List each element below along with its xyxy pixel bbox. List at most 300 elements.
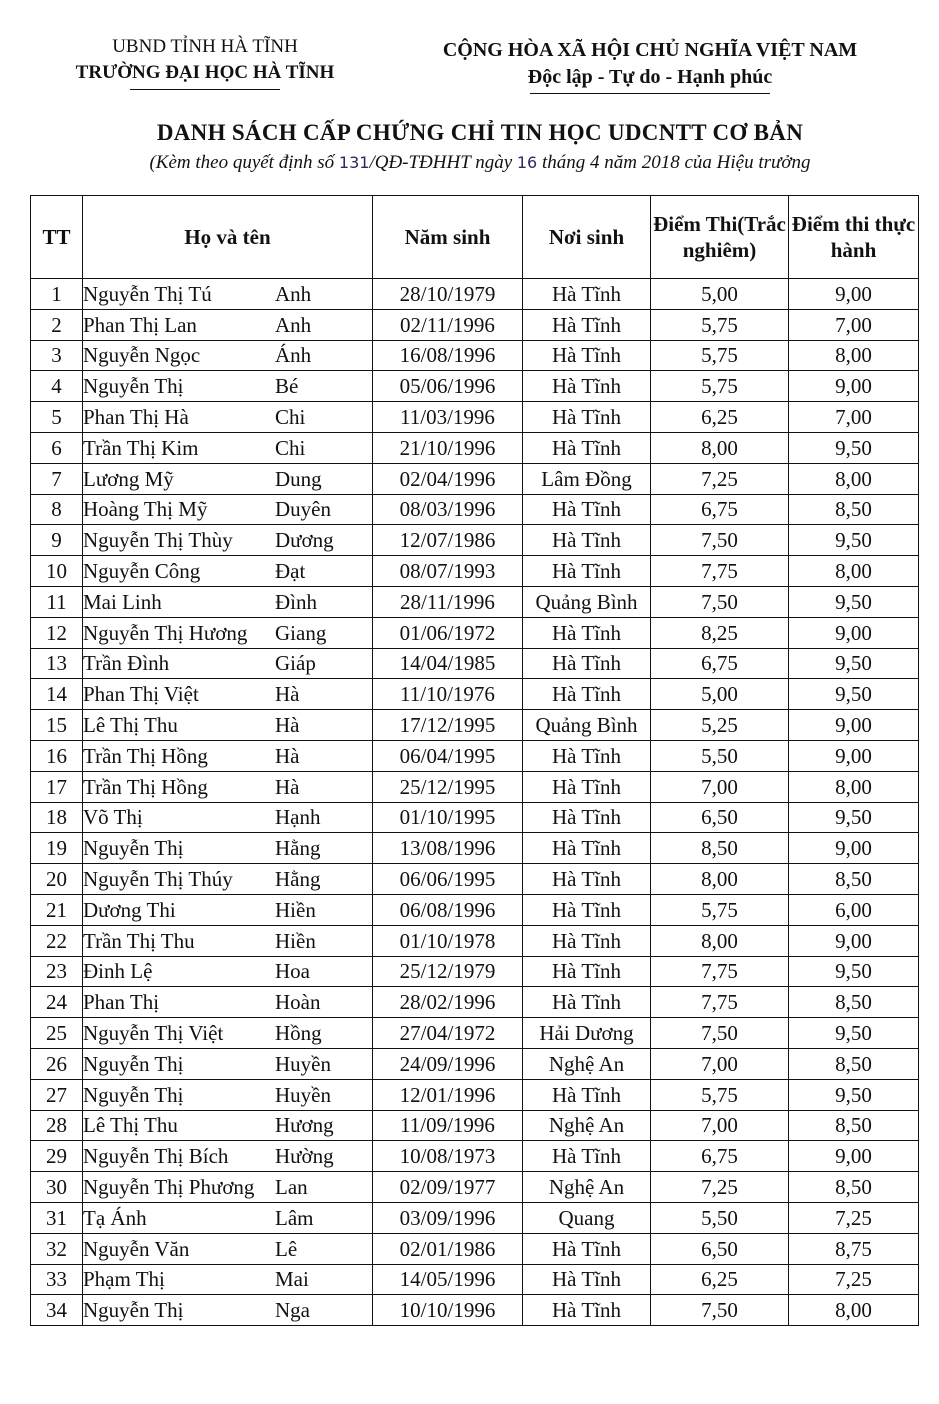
table-body — [31, 279, 919, 1326]
cell-given-name: Hương — [275, 1113, 334, 1138]
cell-theory-score: 5,75 — [651, 309, 789, 340]
cell-practice-score: 7,25 — [789, 1264, 919, 1295]
cell-practice-score: 9,00 — [789, 1141, 919, 1172]
cell-surname: Trần Thị Hồng — [83, 743, 208, 768]
cell-dob: 05/06/1996 — [373, 371, 523, 402]
col-header-dob: Năm sinh — [373, 196, 523, 279]
cell-name — [83, 864, 373, 895]
cell-theory-score: 7,75 — [651, 987, 789, 1018]
table-row — [31, 617, 919, 648]
table-row — [31, 1079, 919, 1110]
cell-surname: Nguyễn Công — [83, 559, 201, 584]
cell-dob: 14/04/1985 — [373, 648, 523, 679]
cell-dob: 08/03/1996 — [373, 494, 523, 525]
cell-tt: 22 — [31, 925, 83, 956]
cell-theory-score: 7,00 — [651, 1048, 789, 1079]
cell-tt: 10 — [31, 556, 83, 587]
cell-name — [83, 771, 373, 802]
cell-theory-score: 7,75 — [651, 556, 789, 587]
cell-birthplace: Hà Tĩnh — [523, 432, 651, 463]
cell-theory-score: 5,00 — [651, 279, 789, 310]
table-row — [31, 525, 919, 556]
cell-birthplace: Hà Tĩnh — [523, 648, 651, 679]
table-row — [31, 1295, 919, 1326]
table-row — [31, 556, 919, 587]
cell-practice-score: 9,00 — [789, 710, 919, 741]
cell-dob: 02/09/1977 — [373, 1172, 523, 1203]
cell-dob: 25/12/1979 — [373, 956, 523, 987]
cell-tt: 11 — [31, 586, 83, 617]
cell-tt: 16 — [31, 740, 83, 771]
cell-birthplace: Hà Tĩnh — [523, 802, 651, 833]
cell-practice-score: 9,50 — [789, 956, 919, 987]
cell-tt: 9 — [31, 525, 83, 556]
table-row — [31, 494, 919, 525]
cell-surname: Phạm Thị — [83, 1267, 165, 1292]
cell-name — [83, 1233, 373, 1264]
col-header-birthplace: Nơi sinh — [523, 196, 651, 279]
col-header-tt: TT — [31, 196, 83, 279]
cell-surname: Nguyễn Thị Thùy — [83, 528, 233, 553]
handwritten-day: 16 — [516, 153, 538, 172]
cell-theory-score: 5,75 — [651, 371, 789, 402]
cell-given-name: Hiền — [275, 897, 316, 922]
cell-tt: 6 — [31, 432, 83, 463]
cell-given-name: Anh — [275, 281, 312, 306]
document-title: DANH SÁCH CẤP CHỨNG CHỈ TIN HỌC UDCNTT CƠ BẢN — [156, 120, 804, 145]
cell-tt: 26 — [31, 1048, 83, 1079]
cell-dob: 11/03/1996 — [373, 402, 523, 433]
cell-birthplace: Hà Tĩnh — [523, 402, 651, 433]
country-name: CỘNG HÒA XÃ HỘI CHỦ NGHĨA VIỆT NAM — [442, 39, 858, 61]
cell-practice-score: 9,00 — [789, 617, 919, 648]
cell-birthplace: Hà Tĩnh — [523, 833, 651, 864]
cell-given-name: Ánh — [275, 343, 312, 368]
cell-given-name: Hằng — [275, 867, 321, 892]
cell-surname: Tạ Ánh — [83, 1205, 147, 1230]
cell-given-name: Chi — [275, 435, 306, 460]
cell-practice-score: 8,00 — [789, 340, 919, 371]
cell-birthplace: Hà Tĩnh — [523, 617, 651, 648]
table-row — [31, 371, 919, 402]
table-row — [31, 1202, 919, 1233]
cell-tt: 33 — [31, 1264, 83, 1295]
table-row — [31, 432, 919, 463]
cell-tt: 24 — [31, 987, 83, 1018]
cell-name — [83, 1172, 373, 1203]
cell-theory-score: 5,75 — [651, 894, 789, 925]
document-subtitle — [60, 152, 900, 174]
cell-name — [83, 463, 373, 494]
cell-theory-score: 6,50 — [651, 802, 789, 833]
cell-surname: Nguyễn Ngọc — [83, 343, 201, 368]
cell-tt: 18 — [31, 802, 83, 833]
cell-birthplace: Hà Tĩnh — [523, 340, 651, 371]
cell-practice-score: 9,50 — [789, 1079, 919, 1110]
cell-given-name: Hà — [275, 774, 300, 799]
cell-given-name: Lan — [275, 1175, 308, 1199]
table-row — [31, 802, 919, 833]
cell-given-name: Đạt — [275, 559, 306, 584]
cell-given-name: Bé — [275, 374, 299, 399]
cell-practice-score: 8,50 — [789, 987, 919, 1018]
cell-dob: 06/08/1996 — [373, 894, 523, 925]
cell-name — [83, 1110, 373, 1141]
cell-given-name: Hà — [275, 743, 300, 768]
cell-practice-score: 9,00 — [789, 833, 919, 864]
cell-birthplace: Hà Tĩnh — [523, 556, 651, 587]
cell-surname: Lê Thị Thu — [83, 1113, 178, 1138]
cell-theory-score: 6,25 — [651, 402, 789, 433]
cell-given-name: Nga — [275, 1298, 310, 1323]
cell-birthplace: Hà Tĩnh — [523, 771, 651, 802]
cell-name — [83, 925, 373, 956]
table-row — [31, 1172, 919, 1203]
cell-tt: 27 — [31, 1079, 83, 1110]
table-row — [31, 279, 919, 310]
cell-practice-score: 7,00 — [789, 309, 919, 340]
cell-tt: 21 — [31, 894, 83, 925]
issuer-authority: UBND TỈNH HÀ TĨNH — [112, 36, 298, 57]
cell-dob: 11/09/1996 — [373, 1110, 523, 1141]
cell-birthplace: Hải Dương — [523, 1018, 651, 1049]
cell-practice-score: 7,25 — [789, 1202, 919, 1233]
cell-given-name: Hường — [275, 1144, 334, 1169]
cell-name — [83, 679, 373, 710]
cell-surname: Nguyễn Thị Bích — [83, 1144, 229, 1169]
national-motto-block — [410, 36, 890, 94]
cell-surname: Trần Đình — [83, 651, 170, 676]
cell-tt: 14 — [31, 679, 83, 710]
cell-name — [83, 740, 373, 771]
cell-given-name: Duyên — [275, 497, 331, 522]
cell-surname: Hoàng Thị Mỹ — [83, 497, 208, 522]
table-row — [31, 1141, 919, 1172]
cell-name — [83, 309, 373, 340]
cell-dob: 27/04/1972 — [373, 1018, 523, 1049]
cell-name — [83, 1202, 373, 1233]
cell-dob: 11/10/1976 — [373, 679, 523, 710]
cell-practice-score: 8,00 — [789, 771, 919, 802]
subtitle-prefix: (Kèm theo quyết định số — [149, 152, 339, 173]
cell-given-name: Hạnh — [275, 805, 321, 830]
cell-given-name: Huyền — [275, 1082, 331, 1107]
cell-practice-score: 8,00 — [789, 463, 919, 494]
cell-tt: 2 — [31, 309, 83, 340]
certificate-list-table — [30, 195, 919, 1326]
cell-theory-score: 6,25 — [651, 1264, 789, 1295]
cell-name — [83, 987, 373, 1018]
cell-birthplace: Hà Tĩnh — [523, 494, 651, 525]
cell-given-name: Hoàn — [275, 990, 321, 1015]
cell-given-name: Lâm — [275, 1205, 314, 1230]
issuer-university: TRƯỜNG ĐẠI HỌC HÀ TĨNH — [75, 62, 335, 83]
cell-name — [83, 402, 373, 433]
cell-theory-score: 7,50 — [651, 525, 789, 556]
cell-birthplace: Hà Tĩnh — [523, 894, 651, 925]
cell-theory-score: 6,75 — [651, 494, 789, 525]
cell-given-name: Dương — [275, 528, 334, 553]
cell-birthplace: Hà Tĩnh — [523, 1141, 651, 1172]
cell-dob: 28/11/1996 — [373, 586, 523, 617]
cell-practice-score: 9,50 — [789, 802, 919, 833]
cell-birthplace: Hà Tĩnh — [523, 740, 651, 771]
cell-birthplace: Hà Tĩnh — [523, 1079, 651, 1110]
table-row — [31, 402, 919, 433]
cell-dob: 25/12/1995 — [373, 771, 523, 802]
cell-birthplace: Hà Tĩnh — [523, 1264, 651, 1295]
cell-given-name: Hoa — [275, 959, 310, 984]
cell-tt: 28 — [31, 1110, 83, 1141]
cell-surname: Dương Thi — [83, 897, 176, 922]
cell-theory-score: 6,75 — [651, 648, 789, 679]
cell-tt: 23 — [31, 956, 83, 987]
cell-surname: Đinh Lệ — [83, 959, 153, 984]
issuer-block — [40, 34, 370, 90]
table-row — [31, 740, 919, 771]
cell-dob: 12/01/1996 — [373, 1079, 523, 1110]
cell-practice-score: 9,00 — [789, 740, 919, 771]
cell-birthplace: Hà Tĩnh — [523, 956, 651, 987]
cell-birthplace: Hà Tĩnh — [523, 925, 651, 956]
cell-tt: 32 — [31, 1233, 83, 1264]
cell-given-name: Huyền — [275, 1051, 331, 1076]
cell-name — [83, 648, 373, 679]
cell-practice-score: 8,50 — [789, 1048, 919, 1079]
cell-tt: 5 — [31, 402, 83, 433]
cell-birthplace: Hà Tĩnh — [523, 679, 651, 710]
cell-given-name: Mai — [275, 1267, 309, 1292]
cell-name — [83, 556, 373, 587]
cell-birthplace: Hà Tĩnh — [523, 525, 651, 556]
table-row — [31, 987, 919, 1018]
table-row — [31, 894, 919, 925]
cell-dob: 16/08/1996 — [373, 340, 523, 371]
cell-practice-score: 9,50 — [789, 679, 919, 710]
cell-practice-score: 8,50 — [789, 864, 919, 895]
cell-tt: 7 — [31, 463, 83, 494]
cell-name — [83, 956, 373, 987]
cell-name — [83, 279, 373, 310]
cell-surname: Nguyễn Thị — [83, 1298, 184, 1323]
cell-practice-score: 8,00 — [789, 1295, 919, 1326]
cell-name — [83, 1295, 373, 1326]
cell-dob: 08/07/1993 — [373, 556, 523, 587]
cell-practice-score: 8,50 — [789, 1110, 919, 1141]
cell-theory-score: 7,50 — [651, 1018, 789, 1049]
table-row — [31, 710, 919, 741]
cell-tt: 15 — [31, 710, 83, 741]
table-row — [31, 1264, 919, 1295]
cell-theory-score: 5,75 — [651, 1079, 789, 1110]
table-row — [31, 648, 919, 679]
cell-birthplace: Lâm Đồng — [523, 463, 651, 494]
cell-theory-score: 7,75 — [651, 956, 789, 987]
motto: Độc lập - Tự do - Hạnh phúc — [527, 66, 773, 88]
col-header-practice-score: Điểm thi thực hành — [789, 196, 919, 279]
cell-birthplace: Hà Tĩnh — [523, 309, 651, 340]
col-header-name: Họ và tên — [83, 196, 373, 279]
cell-dob: 06/06/1995 — [373, 864, 523, 895]
cell-theory-score: 8,00 — [651, 925, 789, 956]
cell-tt: 25 — [31, 1018, 83, 1049]
col-header-theory-score: Điểm Thi(Trắc nghiêm) — [651, 196, 789, 279]
cell-given-name: Dung — [275, 466, 322, 491]
cell-surname: Mai Linh — [83, 589, 162, 614]
cell-practice-score: 7,00 — [789, 402, 919, 433]
cell-given-name: Anh — [275, 312, 312, 337]
cell-practice-score: 8,75 — [789, 1233, 919, 1264]
cell-practice-score: 9,00 — [789, 925, 919, 956]
cell-tt: 30 — [31, 1172, 83, 1203]
cell-tt: 29 — [31, 1141, 83, 1172]
cell-theory-score: 6,75 — [651, 1141, 789, 1172]
cell-given-name: Giáp — [275, 651, 316, 676]
cell-given-name: Hiền — [275, 928, 316, 953]
cell-dob: 06/04/1995 — [373, 740, 523, 771]
subtitle-mid1: /QĐ-TĐHHT ngày — [369, 152, 517, 173]
cell-surname: Nguyễn Thị — [83, 836, 184, 861]
cell-name — [83, 525, 373, 556]
cell-name — [83, 371, 373, 402]
cell-surname: Trần Thị Kim — [83, 435, 199, 460]
cell-practice-score: 9,00 — [789, 371, 919, 402]
cell-name — [83, 1079, 373, 1110]
cell-dob: 13/08/1996 — [373, 833, 523, 864]
cell-birthplace: Nghệ An — [523, 1172, 651, 1203]
cell-name — [83, 833, 373, 864]
cell-birthplace: Hà Tĩnh — [523, 1295, 651, 1326]
cell-dob: 01/10/1995 — [373, 802, 523, 833]
cell-dob: 24/09/1996 — [373, 1048, 523, 1079]
cell-given-name: Giang — [275, 620, 327, 645]
cell-tt: 17 — [31, 771, 83, 802]
cell-birthplace: Hà Tĩnh — [523, 987, 651, 1018]
cell-surname: Lê Thị Thu — [83, 713, 178, 738]
cell-birthplace: Quảng Bình — [523, 586, 651, 617]
cell-practice-score: 9,50 — [789, 525, 919, 556]
cell-name — [83, 340, 373, 371]
subtitle-mid2: tháng 4 năm 2018 của Hiệu trưởng — [537, 152, 811, 173]
cell-name — [83, 710, 373, 741]
cell-given-name: Đình — [275, 589, 317, 614]
cell-theory-score: 5,50 — [651, 1202, 789, 1233]
cell-theory-score: 7,00 — [651, 771, 789, 802]
cell-theory-score: 7,25 — [651, 463, 789, 494]
issuer-underline — [130, 89, 280, 90]
cell-name — [83, 494, 373, 525]
cell-tt: 8 — [31, 494, 83, 525]
cell-birthplace: Quảng Bình — [523, 710, 651, 741]
cell-practice-score: 8,50 — [789, 1172, 919, 1203]
cell-surname: Nguyễn Thị Việt — [83, 1021, 224, 1046]
cell-name — [83, 586, 373, 617]
cell-practice-score: 8,50 — [789, 494, 919, 525]
cell-birthplace: Hà Tĩnh — [523, 864, 651, 895]
cell-tt: 20 — [31, 864, 83, 895]
cell-surname: Nguyễn Thị Hương — [83, 620, 248, 645]
table-row — [31, 586, 919, 617]
cell-given-name: Lê — [275, 1236, 298, 1261]
table-row — [31, 1048, 919, 1079]
cell-surname: Phan Thị — [83, 990, 160, 1015]
cell-tt: 31 — [31, 1202, 83, 1233]
cell-dob: 12/07/1986 — [373, 525, 523, 556]
cell-given-name: Chi — [275, 405, 306, 430]
cell-theory-score: 5,00 — [651, 679, 789, 710]
table-row — [31, 463, 919, 494]
cell-dob: 01/06/1972 — [373, 617, 523, 648]
cell-surname: Nguyễn Thị — [83, 1082, 184, 1107]
cell-birthplace: Hà Tĩnh — [523, 371, 651, 402]
table-row — [31, 956, 919, 987]
cell-surname: Võ Thị — [83, 805, 143, 830]
cell-dob: 03/09/1996 — [373, 1202, 523, 1233]
cell-practice-score: 9,50 — [789, 1018, 919, 1049]
cell-theory-score: 5,50 — [651, 740, 789, 771]
cell-surname: Nguyễn Thị — [83, 374, 184, 399]
cell-birthplace: Nghệ An — [523, 1110, 651, 1141]
cell-name — [83, 1141, 373, 1172]
cell-theory-score: 7,50 — [651, 1295, 789, 1326]
cell-name — [83, 1018, 373, 1049]
cell-theory-score: 5,75 — [651, 340, 789, 371]
cell-tt: 1 — [31, 279, 83, 310]
cell-surname: Nguyễn Thị — [83, 1051, 184, 1076]
cell-theory-score: 7,00 — [651, 1110, 789, 1141]
table-row — [31, 679, 919, 710]
cell-name — [83, 1264, 373, 1295]
table-row — [31, 309, 919, 340]
cell-surname: Lương Mỹ — [83, 466, 174, 491]
cell-dob: 14/05/1996 — [373, 1264, 523, 1295]
cell-tt: 34 — [31, 1295, 83, 1326]
cell-dob: 02/01/1986 — [373, 1233, 523, 1264]
cell-practice-score: 9,50 — [789, 586, 919, 617]
cell-given-name: Hằng — [275, 836, 321, 861]
table-row — [31, 1110, 919, 1141]
cell-name — [83, 1048, 373, 1079]
handwritten-decision-number: 131 — [338, 153, 370, 172]
table-header-row — [31, 196, 919, 279]
cell-practice-score: 6,00 — [789, 894, 919, 925]
cell-dob: 28/02/1996 — [373, 987, 523, 1018]
cell-birthplace: Hà Tĩnh — [523, 279, 651, 310]
cell-practice-score: 9,50 — [789, 648, 919, 679]
cell-theory-score: 6,50 — [651, 1233, 789, 1264]
cell-practice-score: 9,00 — [789, 279, 919, 310]
cell-given-name: Hà — [275, 713, 300, 738]
cell-dob: 10/10/1996 — [373, 1295, 523, 1326]
cell-dob: 17/12/1995 — [373, 710, 523, 741]
cell-dob: 01/10/1978 — [373, 925, 523, 956]
cell-tt: 12 — [31, 617, 83, 648]
cell-birthplace: Hà Tĩnh — [523, 1233, 651, 1264]
cell-practice-score: 8,00 — [789, 556, 919, 587]
cell-tt: 3 — [31, 340, 83, 371]
cell-tt: 13 — [31, 648, 83, 679]
cell-surname: Phan Thị Lan — [83, 312, 197, 337]
table-row — [31, 1233, 919, 1264]
table-row — [31, 864, 919, 895]
cell-name — [83, 894, 373, 925]
cell-theory-score: 8,25 — [651, 617, 789, 648]
cell-given-name: Hồng — [275, 1021, 322, 1046]
cell-birthplace: Nghệ An — [523, 1048, 651, 1079]
cell-dob: 02/04/1996 — [373, 463, 523, 494]
cell-dob: 10/08/1973 — [373, 1141, 523, 1172]
cell-surname: Trần Thị Thu — [83, 928, 195, 953]
